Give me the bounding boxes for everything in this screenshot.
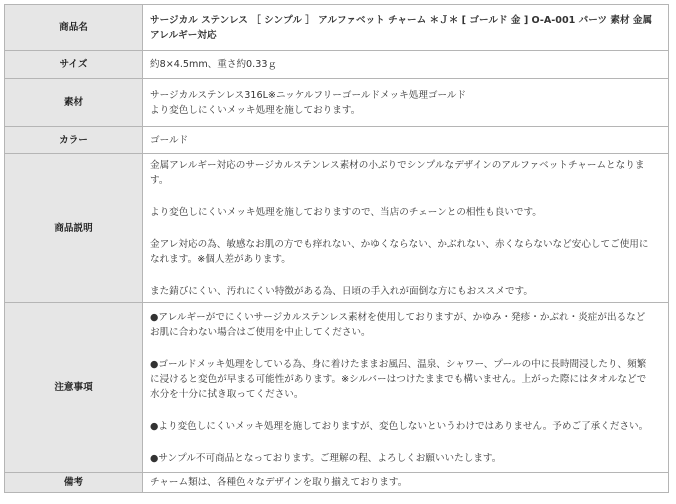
value-size — [143, 51, 669, 79]
text-line: より変色しにくいメッキ処理を施しておりますので、当店のチェーンとの相性も良いです。 — [150, 206, 542, 218]
text-line: ●サンプル不可商品となっております。ご理解の程、よろしくお願いいたします。 — [150, 452, 502, 464]
text-line: に浸けると変色が早まる可能性があります。※シルバーはつけたままでも構いません。上がった際にはタオルなどで — [150, 373, 647, 385]
row-material — [5, 79, 669, 127]
text-line: す。 — [150, 174, 169, 186]
label-product-name: 商品名 — [5, 5, 143, 51]
text-line: より変色しにくいメッキ処理を施しております。 — [150, 104, 361, 116]
value-product-name — [143, 5, 669, 51]
value-color — [143, 127, 669, 154]
row-description — [5, 154, 669, 303]
text-line: 金属アレルギー対応のサージカルステンレス素材の小ぶりでシンプルなデザインのアルファベットチャームとなりま — [150, 159, 645, 171]
text-line: また錆びにくい、汚れにくい特徴がある為、日頃の手入れが面倒な方にもおススメです。 — [150, 285, 533, 297]
label-material: 素材 — [5, 79, 143, 127]
spacer — [150, 340, 663, 357]
text-line: ●ゴールドメッキ処理をしている為、身に着けたままお風呂、温泉、シャワー、プールの中に長時間浸したり、頻繁 — [150, 358, 647, 370]
text-line: なれます。※個人差があります。 — [150, 253, 291, 265]
row-color — [5, 127, 669, 154]
text-line: ●より変色しにくいメッキ処理を施しておりますが、変色しないというわけではありません。予めご了承ください。 — [150, 420, 649, 432]
text-line: 水分を十分に拭き取ってください。 — [150, 388, 304, 400]
text-line: サージカルステンレス316L※ニッケルフリーゴールドメッキ処理ゴールド — [150, 89, 467, 101]
value-description — [143, 154, 669, 303]
value-caution — [143, 303, 669, 473]
label-size: サイズ — [5, 51, 143, 79]
value-material — [143, 79, 669, 127]
spacer — [150, 402, 663, 419]
row-remark — [5, 473, 669, 493]
text-line: お肌に合わない場合はご使用を中止してください。 — [150, 326, 371, 338]
text-line: 約8×4.5mm、重さ約0.33ｇ — [150, 59, 278, 70]
row-product-name — [5, 5, 669, 51]
label-remark: 備考 — [5, 473, 143, 493]
spacer — [150, 434, 663, 451]
text-line: 金アレ対応の為、敏感なお肌の方でも痒れない、かゆくならない、かぶれない、赤くならないなど安心してご使用に — [150, 238, 649, 250]
row-size — [5, 51, 669, 79]
text-line: チャーム類は、各種色々なデザインを取り揃えております。 — [150, 476, 408, 488]
label-description: 商品説明 — [5, 154, 143, 303]
text-line: サージカル ステンレス ［ シンプル ］ アルファベット チャーム ＊Ｊ＊ [ ゴールド 金 ] O-A-001 パーツ 素材 金属 — [150, 14, 653, 26]
text-line: アレルギー対応 — [150, 29, 217, 41]
row-caution — [5, 303, 669, 473]
label-caution: 注意事項 — [5, 303, 143, 473]
label-color: カラー — [5, 127, 143, 154]
product-spec-table — [4, 4, 669, 493]
text-line: ●アレルギーがでにくいサージカルステンレス素材を使用しておりますが、かゆみ・発疹・かぶれ・炎症が出るなど — [150, 311, 646, 323]
spacer — [150, 220, 663, 237]
value-remark — [143, 473, 669, 493]
spacer — [150, 188, 663, 205]
text-line: ゴールド — [150, 134, 189, 146]
spacer — [150, 267, 663, 284]
